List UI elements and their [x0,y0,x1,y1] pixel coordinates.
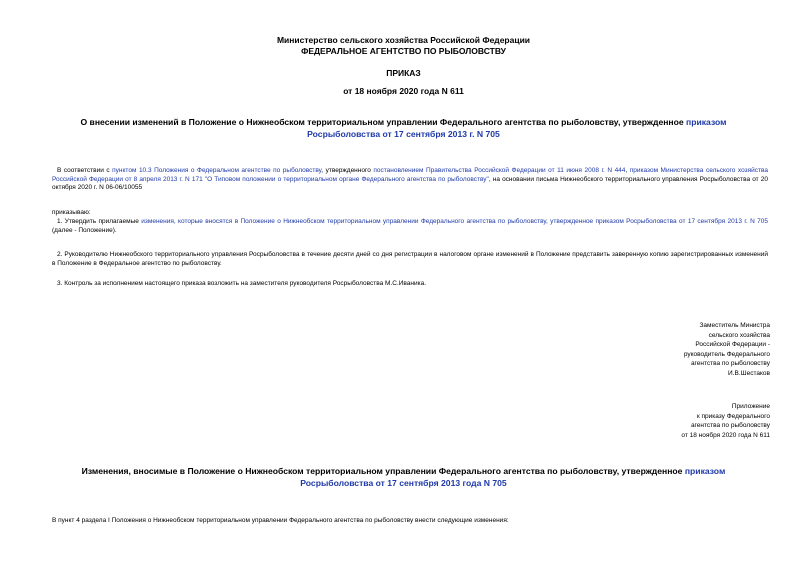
document-date-number: от 18 ноября 2020 года N 611 [343,86,464,96]
document-title [30,116,777,140]
preamble-text-4: , на основании письма Нижнеобского территориального управления Росрыболовства от 20 октября 2020 г. N 06-06/10055 [52,175,768,192]
changes-intro: В пункт 4 раздела I Положения о Нижнеобском территориальном управлении Федерального агентства по рыболовству внести следующие изменения: [52,517,509,524]
agency-name: ФЕДЕРАЛЬНОЕ АГЕНТСТВО ПО РЫБОЛОВСТВУ [301,46,506,56]
signature-line: сельского хозяйства [708,331,770,339]
item-2-paragraph: 2. Руководителю Нижнеобского территориального управления Росрыболовства в течение десяти дней со дня регистрации в налоговом органе изменений в Положение представить заверенную копию зарегистрированных изменений в Положение в Федеральное агентство по рыболовству. [52,251,768,267]
changes-link[interactable]: изменения, которые вносятся в Положение о Нижнеобском территориальном управлении Федерального агентства по рыболовству, утвержденное приказом Росрыболовства от 17 сентября 2013 г. N 705 [141,218,768,225]
title-order-ref-link[interactable]: Росрыболовства от 17 сентября 2013 г. N 705 [307,129,500,139]
appendix-line: от 18 ноября 2020 года N 611 [681,431,770,439]
changes-title-order-ref-link[interactable]: Росрыболовства от 17 сентября 2013 года N 705 [300,478,507,488]
signature-line: Заместитель Министра [699,322,770,329]
changes-title-text: Изменения, вносимые в Положение о Нижнеобском территориальном управлении Федерального агентства по рыболовству, утвержденное [81,466,685,476]
item-3-paragraph: 3. Контроль за исполнением настоящего приказа возложить на заместителя руководителя Росрыболовства М.С.Иваника. [57,280,427,287]
signature-line: руководитель Федерального [683,350,770,358]
preamble-text-2: , утвержденного [321,167,374,174]
item-1-text-1: 1. Утвердить прилагаемые [57,218,142,225]
preamble-paragraph [52,167,768,193]
appendix-line: Приложение [731,403,770,410]
appendix-block [650,402,770,440]
document-type: ПРИКАЗ [386,68,421,78]
government-decree-link[interactable]: постановлением Правительства Российской Федерации от 11 июня 2008 г. N 444 [373,167,626,174]
regulation-link[interactable]: пунктом 10.3 Положения о Федеральном агентстве по рыболовству [112,167,322,174]
item-1-paragraph [52,218,768,235]
signature-block [650,321,770,379]
ministry-order-link[interactable]: приказом Министерства сельского хозяйства Российской Федерации от 8 апреля 2013 г. N 171 "О Типовом положении о территориальном органе Федерального агентства по рыболовству" [52,167,768,183]
appendix-line: агентства по рыболовству [690,422,770,430]
item-1-text-2: (далее - Положение). [52,226,117,234]
appendix-line: к приказу Федерального [696,412,770,420]
title-order-link[interactable]: приказом [686,117,727,127]
title-text: О внесении изменений в Положение о Нижнеобском территориальном управлении Федерального агентства по рыболовству, утвержденное [80,117,687,127]
preamble-text-3: , [625,167,630,174]
signature-line: И.В.Шестаков [728,369,770,377]
preamble-text-1: В соответствии с [57,167,113,174]
changes-title [30,465,777,489]
signature-line: агентства по рыболовству [690,360,770,368]
signature-line: Российской Федерации - [695,341,770,349]
order-word: приказываю: [52,209,91,216]
changes-title-order-link[interactable]: приказом [684,466,726,476]
ministry-name: Министерство сельского хозяйства Российской Федерации [276,35,531,45]
